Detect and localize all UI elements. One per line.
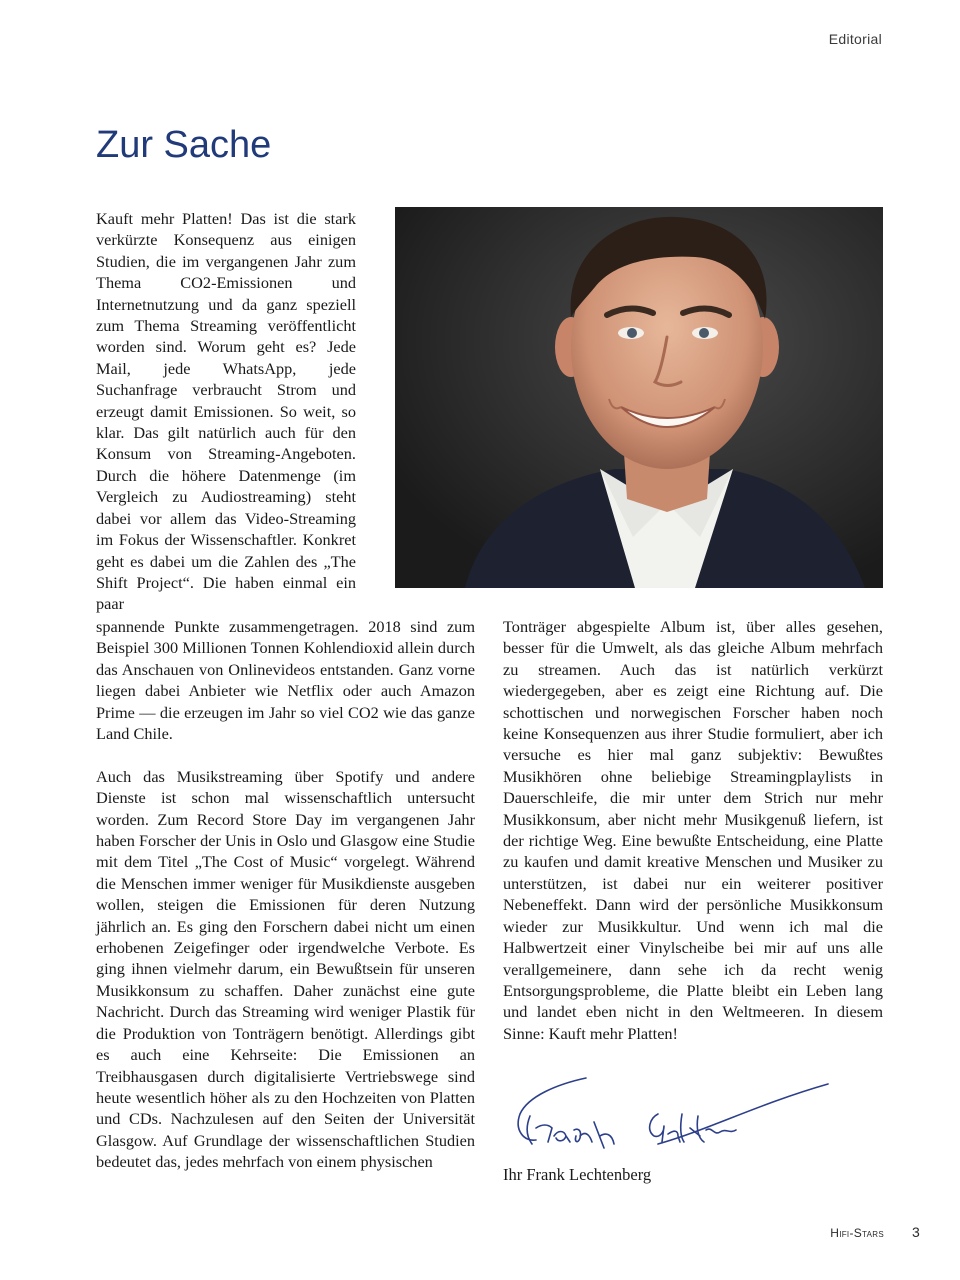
paragraph-music-streaming: Auch das Musikstreaming über Spotify und andere Dienste ist schon mal wissenschaftlich untersucht worden. Zum Record Store Day im vergangenen Jahr haben Forscher der Unis in Oslo und Glasgow eine Studie mit dem Titel „The Cost of Music“ vorgelegt. Während die Menschen immer weniger für Musikdienste ausgeben wollen, steigen die Emissionen für deren Nutzung jährlich an. Es ging den Forschern dabei nicht um einen erhobenen Zeigefinger oder irgendwelche Verbote. Es ging ihnen vielmehr darum, ein Bewußtsein für unseren Musikkonsum zu schaffen. Daher zunächst eine gute Nachricht. Durch das Streaming wird weniger Plastik für die Produktion von Tonträgern benötigt. Allerdings gibt es auch eine Kehrseite: Die Emissionen an Treibhausgasen durch digitalisierte Vertriebswege sind heute wesentlich höher als zu den Hochzeiten von Platten und CDs. Nachzulesen auf den Seiten der Universität Glasgow. Auf Grundlage der wissenschaftlichen Studien bedeutet das, jedes mehrfach von einem physischen	[96, 766, 475, 1172]
signature	[508, 1070, 868, 1160]
page-number: 3	[912, 1224, 920, 1240]
portrait-illustration	[395, 207, 883, 588]
paragraph-conclusion: Tonträger abgespielte Album ist, über alles gesehen, besser für die Umwelt, als das gleiche Album mehrfach zu streamen. Auch das ist natürlich verkürzt wiedergegeben, aber es zeigt eine Richtung auf. Die schottischen und norwegischen Forscher haben noch keine Konsequenzen aus ihrer Studie formuliert, aber ich versuche es hier mal ganz subjektiv: Bewußtes Musikhören ohne beliebige Streamingplaylists in Dauerschleife, die mir unter dem Strich nur mehr Musikkonsum, aber nicht mehr Musikgenuß liefern, ist der richtige Weg. Eine bewußte Entscheidung, eine Platte zu kaufen und damit kreative Menschen und Musiker zu unterstützen, ist dabei nur ein weiterer positiver Nebeneffekt. Dann wird der persönliche Musikkonsum wieder zur Musikkultur. Und wenn ich mal die Halbwertzeit einer Vinylscheibe bei mir auf uns alle verallgemeinere, dann sehe ich da recht wenig Entsorgungsprobleme, die Platte bleibt ein Leben lang und landet eben nicht in den Weltmeeren. In diesem Sinne: Kauft mehr Platten!	[503, 617, 883, 1043]
text-column-left-lower	[96, 616, 475, 1173]
author-photo	[395, 207, 883, 588]
text-column-left-upper	[96, 208, 356, 615]
paragraph-intro: Kauft mehr Platten! Das ist die stark verkürzte Konsequenz aus einigen Studien, die im vergangenen Jahr zum Thema CO2-Emissionen und Internetnutzung und da ganz speziell zum Thema Streaming veröffentlicht worden sind. Worum geht es? Jede Mail, jede WhatsApp, jede Suchanfrage verbraucht Strom und erzeugt damit Emissionen. So weit, so klar. Das gilt natürlich auch für den Konsum von Streaming-Angeboten. Durch die höhere Datenmenge (im Vergleich zu Audiostreaming) steht dabei vor allem das Video-Streaming im Fokus der Wissenschaftler. Konkret geht es dabei um die Zahlen des „The Shift Project“. Die haben einmal ein paar	[96, 209, 356, 614]
footer-brand: Hifi-Stars	[830, 1226, 884, 1240]
page-title: Zur Sache	[96, 124, 272, 166]
section-label: Editorial	[828, 31, 882, 47]
text-column-right	[503, 616, 883, 1044]
paragraph-emissions: spannende Punkte zusammengetragen. 2018 sind zum Beispiel 300 Millionen Tonnen Kohlendioxid allein durch das Anschauen von Onlinevideos entstanden. Ganz vorne liegen dabei Anbieter wie Netflix oder auch Amazon Prime — die erzeugen im Jahr so viel CO2 wie das ganze Land Chile.	[96, 617, 475, 744]
closing-signoff: Ihr Frank Lechtenberg	[503, 1165, 652, 1184]
